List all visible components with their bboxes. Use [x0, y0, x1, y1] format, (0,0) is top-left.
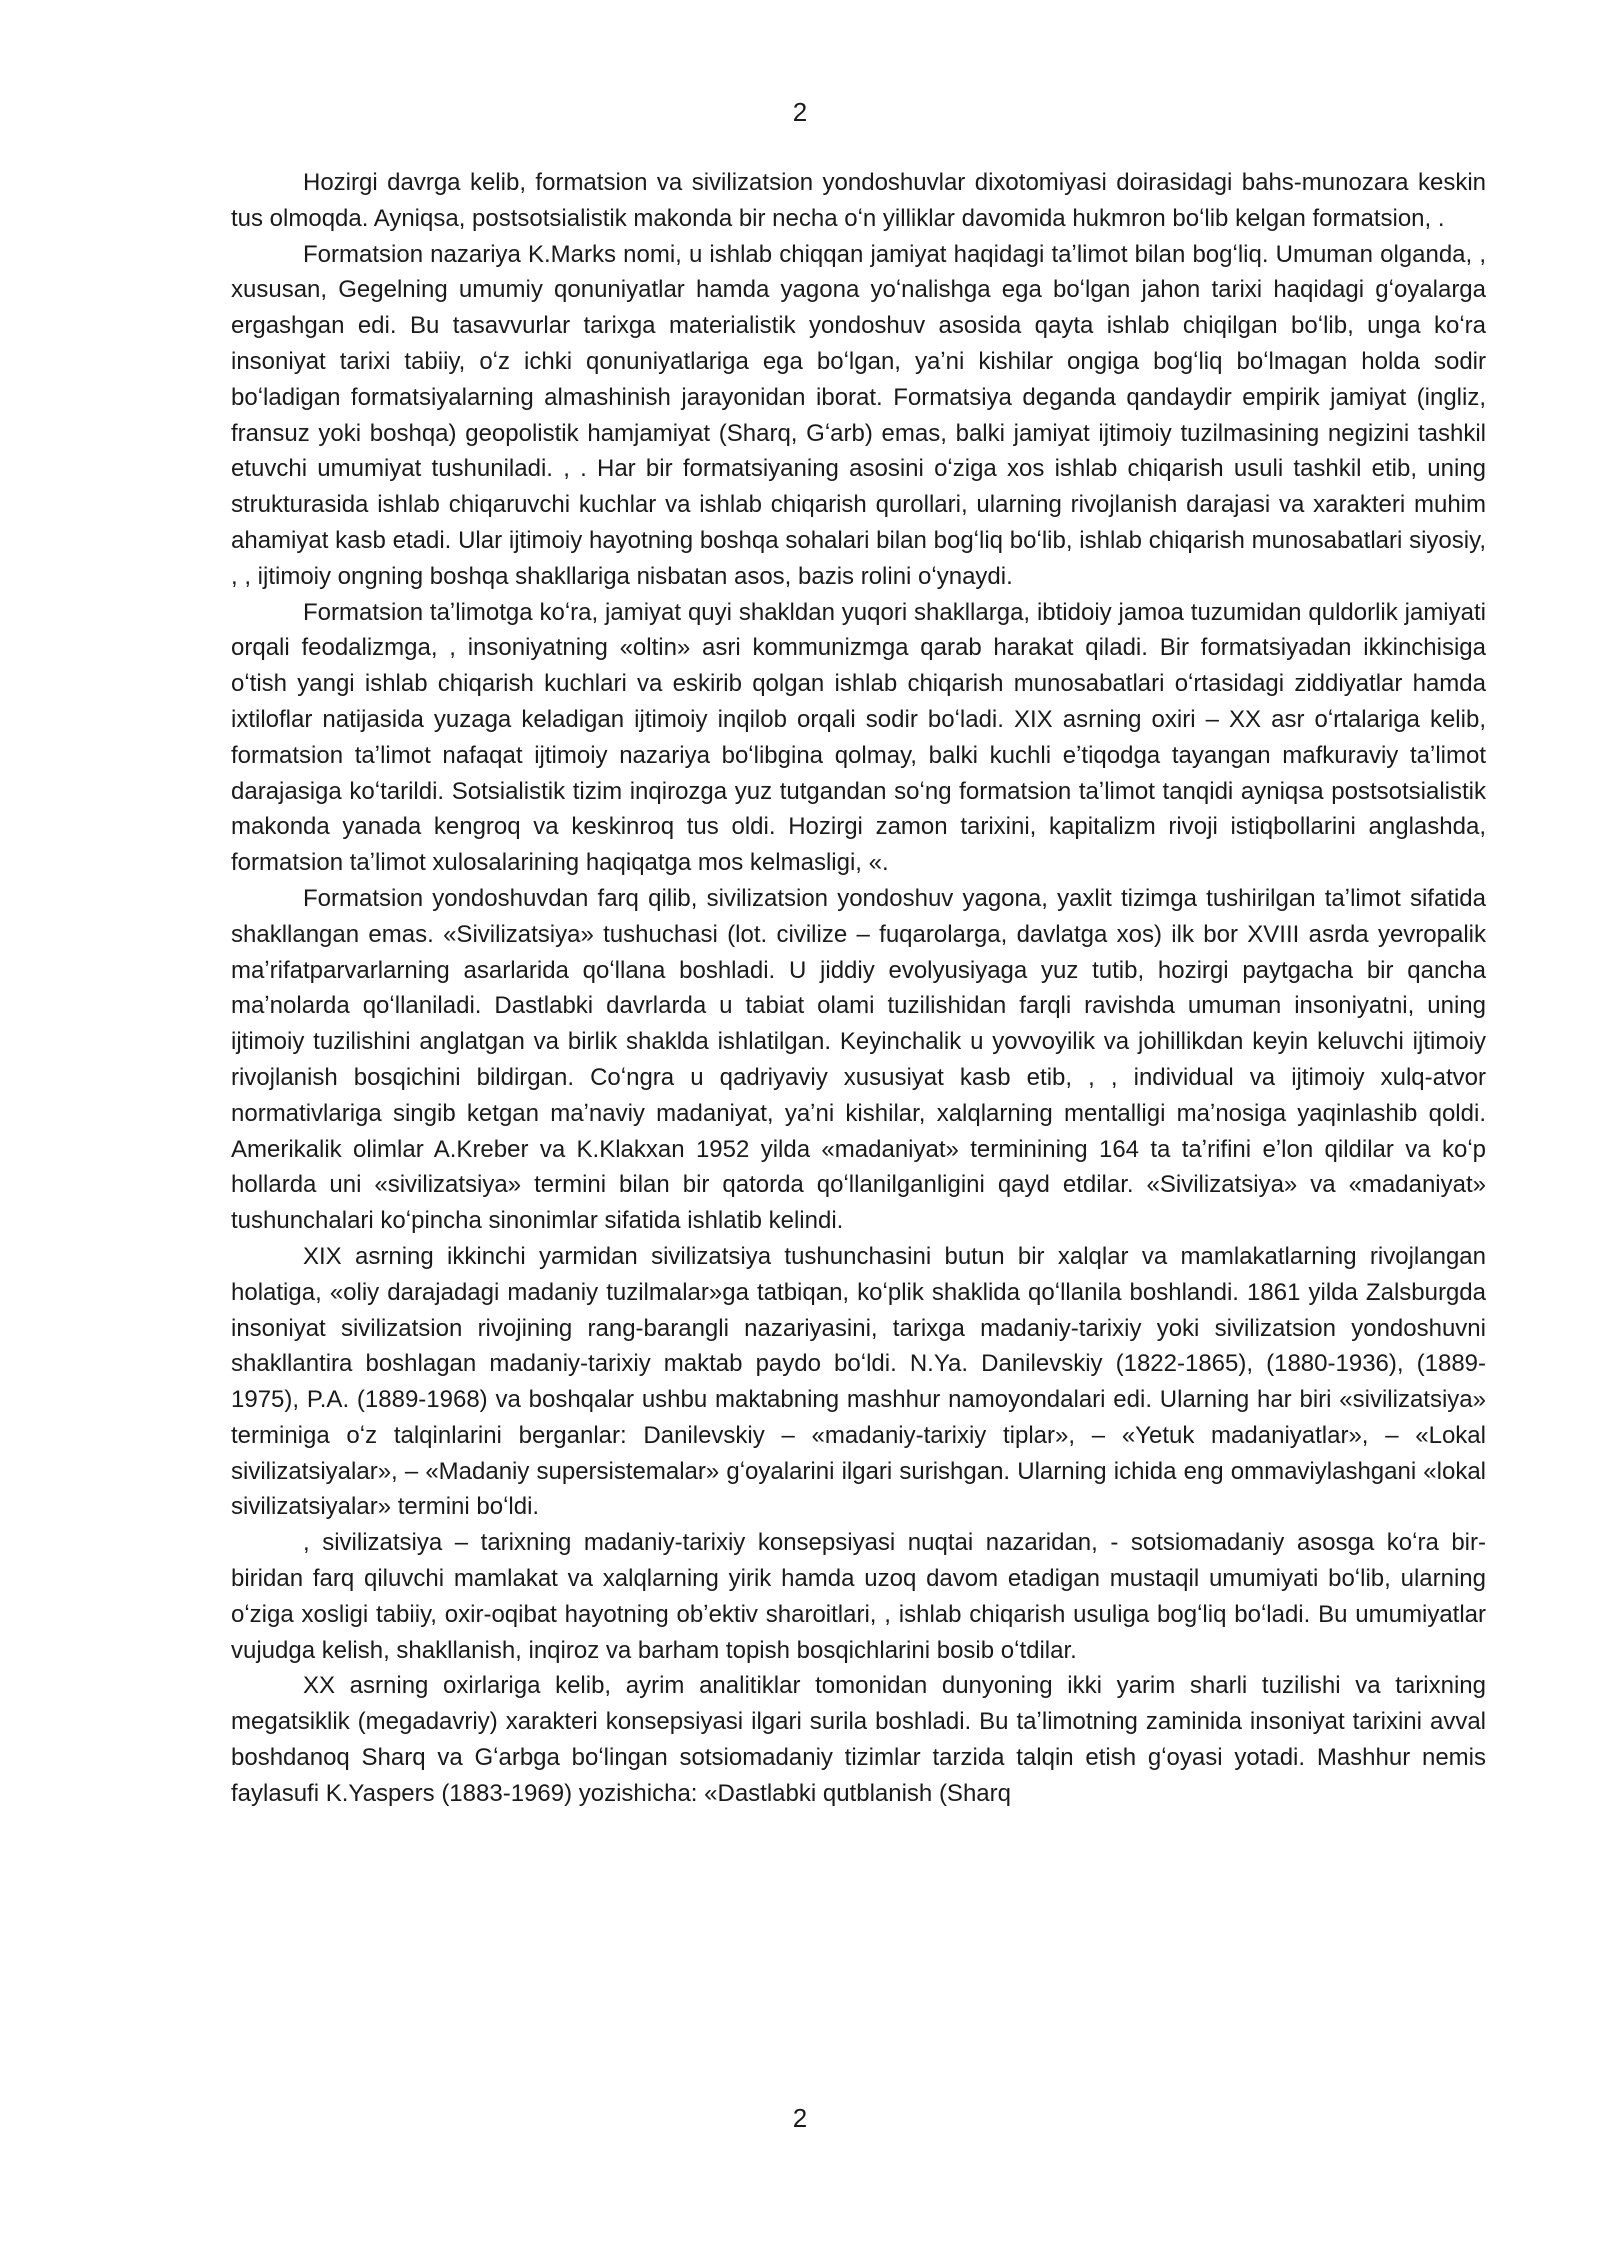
- paragraph-1: Hozirgi davrga kelib, formatsion va sivilizatsion yondoshuvlar dixotomiyasi doirasidagi bahs-munozara keskin tus olmoqda. Ayniqsa, postsotsialistik makonda bir necha oʻn yilliklar davomida hukmron boʻlib kelgan formatsion, .: [231, 169, 1486, 232]
- page-number-top: 2: [792, 97, 808, 127]
- document-body: [231, 165, 1486, 2090]
- page-number-bottom: 2: [792, 2103, 808, 2133]
- paragraph-4: Formatsion yondoshuvdan farq qilib, sivilizatsion yondoshuv yagona, yaxlit tizimga tushirilgan taʼlimot sifatida shakllangan emas. «Sivilizatsiya» tushuchasi (lot. civilize – fuqarolarga, davlatga xos) ilk bor XVIII asrda yevropalik maʼrifatparvarlarning asarlarida qoʻllana boshladi. U jiddiy evolyusiyaga yuz tutib, hozirgi paytgacha bir qancha maʼnolarda qoʻllaniladi. Dastlabki davrlarda u tabiat olami tuzilishidan farqli ravishda umuman insoniyatni, uning ijtimoiy tuzilishini anglatgan va birlik shaklda ishlatilgan. Keyinchalik u yovvoyilik va johillikdan keyin keluvchi ijtimoiy rivojlanish bosqichini bildirgan. Coʻngra u qadriyaviy xususiyat kasb etib, , , individual va ijtimoiy xulq-atvor normativlariga singib ketgan maʼnaviy madaniyat, yaʼni kishilar, xalqlarning mentalligi maʼnosiga yaqinlashib qoldi. Amerikalik olimlar A.Kreber va K.Klakxan 1952 yilda «madaniyat» terminining 164 ta taʼrifini eʼlon qildilar va koʻp hollarda uni «sivilizatsiya» termini bilan bir qatorda qoʻllanilganligini qayd etdilar. «Sivilizatsiya» va «madaniyat» tushunchalari koʻpincha sinonimlar sifatida ishlatib kelindi.: [231, 884, 1486, 1235]
- paragraph-2: Formatsion nazariya K.Marks nomi, u ishlab chiqqan jamiyat haqidagi taʼlimot bilan bogʻliq. Umuman olganda, , xususan, Gegelning umumiy qonuniyatlar hamda yagona yoʻnalishga ega boʻlgan jahon tarixi haqidagi gʻoyalarga ergashgan edi. Bu tasavvurlar tarixga materialistik yondoshuv asosida qayta ishlab chiqilgan boʻlib, unga koʻra insoniyat tarixi tabiiy, oʻz ichki qonuniyatlariga ega boʻlgan, yaʼni kishilar ongiga bogʻliq boʻlmagan holda sodir boʻladigan formatsiyalarning almashinish jarayonidan iborat. Formatsiya deganda qandaydir empirik jamiyat (ingliz, fransuz yoki boshqa) geopolistik hamjamiyat (Sharq, Gʻarb) emas, balki jamiyat ijtimoiy tuzilmasining negizini tashkil etuvchi umumiyat tushuniladi. , . Har bir formatsiyaning asosini oʻziga xos ishlab chiqarish usuli tashkil etib, uning strukturasida ishlab chiqaruvchi kuchlar va ishlab chiqarish qurollari, ularning rivojlanish darajasi va xarakteri muhim ahamiyat kasb etadi. Ular ijtimoiy hayotning boshqa sohalari bilan bogʻliq boʻlib, ishlab chiqarish munosabatlari siyosiy, , , ijtimoiy ongning boshqa shakllariga nisbatan asos, bazis rolini oʻynaydi.: [231, 240, 1486, 590]
- paragraph-5: XIX asrning ikkinchi yarmidan sivilizatsiya tushunchasini butun bir xalqlar va mamlakatlarning rivojlangan holatiga, «oliy darajadagi madaniy tuzilmalar»ga tatbiqan, koʻplik shaklida qoʻllanila boshlandi. 1861 yilda Zalsburgda insoniyat sivilizatsion rivojining rang-barangli nazariyasini, tarixga madaniy-tarixiy yoki sivilizatsion yondoshuvni shakllantira boshlagan madaniy-tarixiy maktab paydo boʻldi. N.Ya. Danilevskiy (1822-1865), (1880-1936), (1889-1975), P.A. (1889-1968) va boshqalar ushbu maktabning mashhur namoyondalari edi. Ularning har biri «sivilizatsiya» terminiga oʻz talqinlarini berganlar: Danilevskiy – «madaniy-tarixiy tiplar», – «Yetuk madaniyatlar», – «Lokal sivilizatsiyalar», – «Madaniy supersistemalar» gʻoyalarini ilgari surishgan. Ularning ichida eng ommaviylashgani «lokal sivilizatsiyalar» termini boʻldi.: [231, 1242, 1486, 1521]
- paragraph-7: XX asrning oxirlariga kelib, ayrim analitiklar tomonidan dunyoning ikki yarim sharli tuzilishi va tarixning megatsiklik (megadavriy) xarakteri konsepsiyasi ilgari surila boshladi. Bu taʼlimotning zaminida insoniyat tarixini avval boshdanoq Sharq va Gʻarbga boʻlingan sotsiomadaniy tizimlar tarzida talqin etish gʻoyasi yotadi. Mashhur nemis faylasufi K.Yaspers (1883-1969) yozishicha: «Dastlabki qutblanish (Sharq: [231, 1672, 1486, 1807]
- paragraph-3: Formatsion taʼlimotga koʻra, jamiyat quyi shakldan yuqori shakllarga, ibtidoiy jamoa tuzumidan quldorlik jamiyati orqali feodalizmga, , insoniyatning «oltin» asri kommunizmga qarab harakat qiladi. Bir formatsiyadan ikkinchisiga oʻtish yangi ishlab chiqarish kuchlari va eskirib qolgan ishlab chiqarish munosabatlari oʻrtasidagi ziddiyatlar hamda ixtiloflar natijasida yuzaga keladigan ijtimoiy inqilob orqali sodir boʻladi. XIX asrning oxiri – XX asr oʻrtalariga kelib, formatsion taʼlimot nafaqat ijtimoiy nazariya boʻlibgina qolmay, balki kuchli eʼtiqodga tayangan mafkuraviy taʼlimot darajasiga koʻtarildi. Sotsialistik tizim inqirozga yuz tutgandan soʻng formatsion taʼlimot tanqidi ayniqsa postsotsialistik makonda yanada kengroq va keskinroq tus oldi. Hozirgi zamon tarixini, kapitalizm rivoji istiqbollarini anglashda, formatsion taʼlimot xulosalarining haqiqatga mos kelmasligi, «.: [231, 598, 1486, 877]
- paragraph-6: , sivilizatsiya – tarixning madaniy-tarixiy konsepsiyasi nuqtai nazaridan, - sotsiomadaniy asosga koʻra bir-biridan farq qiluvchi mamlakat va xalqlarning yirik hamda uzoq davom etadigan mustaqil umumiyati boʻlib, ularning oʻziga xosligi tabiiy, oxir-oqibat hayotning obʼektiv sharoitlari, , ishlab chiqarish usuliga bogʻliq boʻladi. Bu umumiyatlar vujudga kelish, shakllanish, inqiroz va barham topish bosqichlarini bosib oʻtdilar.: [231, 1529, 1486, 1664]
